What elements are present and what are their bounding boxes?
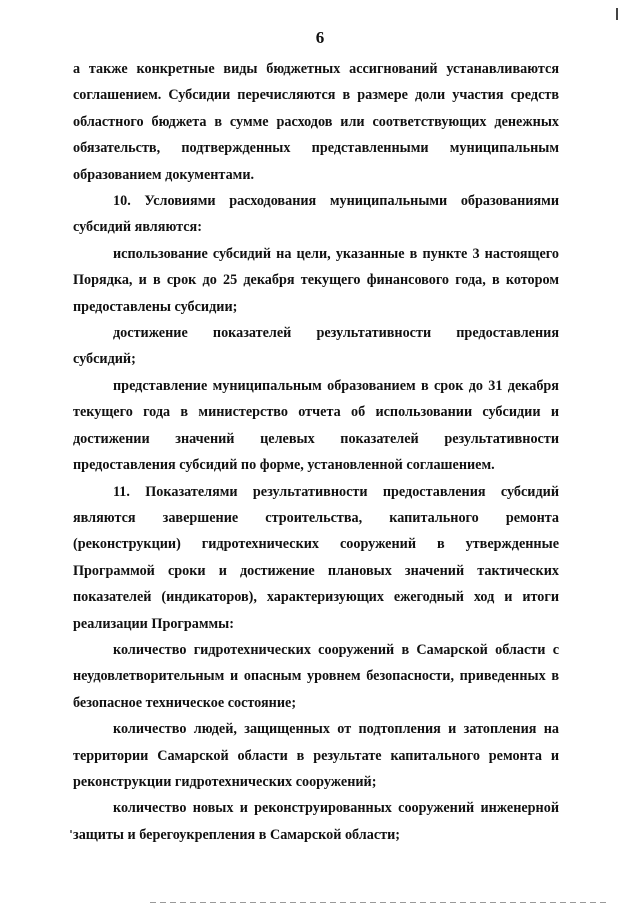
page-number: 6 bbox=[315, 28, 325, 47]
scan-edge bbox=[150, 902, 610, 903]
paragraph-condition-use: использование субсидий на цели, указанные в пункте 3 настоящего Порядка, и в срок до 25 декабря текущего финансового года, в котором предоставлены субсидии; bbox=[73, 245, 559, 315]
paragraph-condition-achievement: достижение показателей результативности предоставления субсидий; bbox=[73, 325, 559, 368]
paragraph-clause-10: 10. Условиями расходования муниципальными образованиями субсидий являются: bbox=[73, 193, 559, 236]
paragraph-continuation: а также конкретные виды бюджетных ассигнований устанавливаются соглашением. Субсидии перечисляются в размере доли участия средств областного бюджета в сумме расходов или соответствующих денежных обязательств, подтвержденных представленными муниципальным образованием документами. bbox=[73, 61, 559, 183]
paragraph-indicator-structures: количество гидротехнических сооружений в Самарской области с неудовлетворительным и опасным уровнем безопасности, приведенных в безопасное техническое состояние; bbox=[73, 641, 559, 711]
scan-mark bbox=[616, 8, 618, 20]
document-body bbox=[73, 56, 559, 848]
paragraph-indicator-protection: количество новых и реконструированных сооружений инженерной защиты и берегоукрепления в Самарской области; bbox=[73, 800, 559, 843]
paragraph-clause-11: 11. Показателями результативности предоставления субсидий являются завершение строительства, капитального ремонта (реконструкции) гидротехнических сооружений в утвержденные Программой сроки и достижение плановых значений тактических показателей (индикаторов), характеризующих ежегодный ход и итоги реализации Программы: bbox=[73, 483, 559, 632]
paragraph-condition-report: представление муниципальным образованием в срок до 31 декабря текущего года в министерство отчета об использовании субсидии и достижении значений целевых показателей результативности предоставления субсидий по форме, установленной соглашением. bbox=[73, 377, 559, 474]
scan-mark bbox=[70, 830, 72, 833]
paragraph-indicator-people: количество людей, защищенных от подтопления и затопления на территории Самарской области в результате капитального ремонта и реконструкции гидротехнических сооружений; bbox=[73, 721, 559, 790]
